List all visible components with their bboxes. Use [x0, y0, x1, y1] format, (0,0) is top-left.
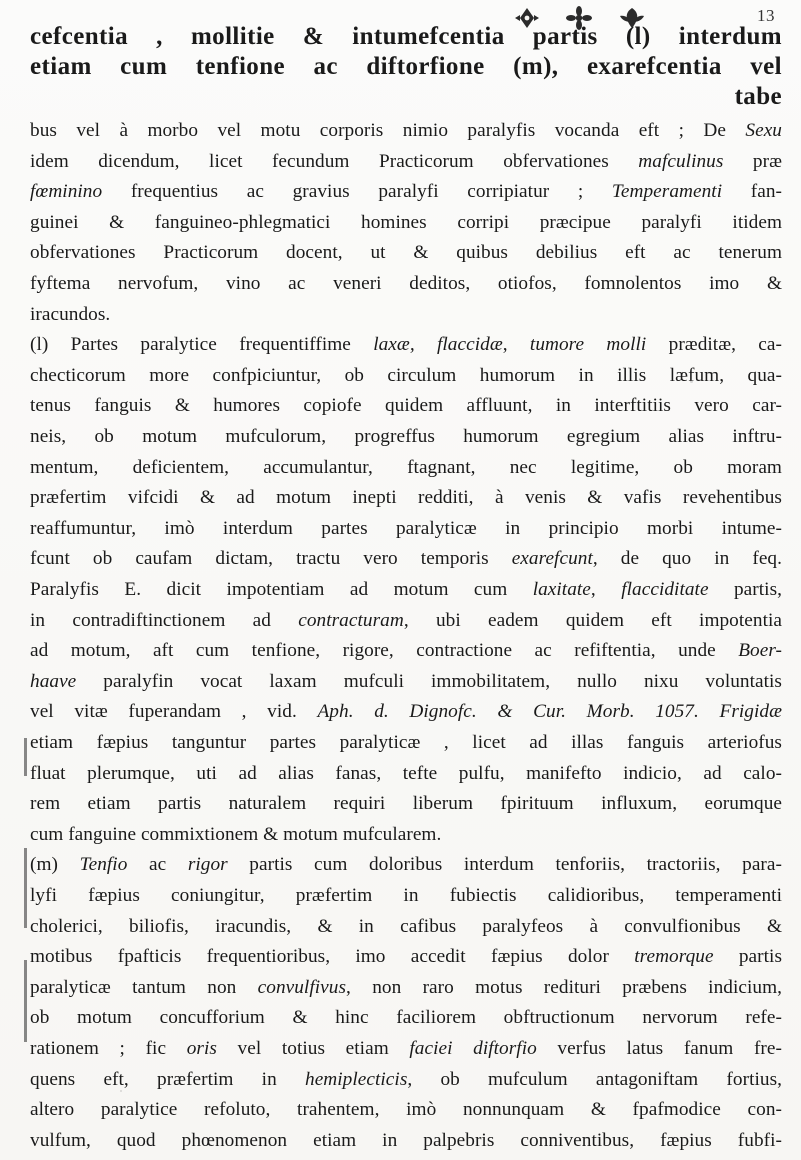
text-run: etiam fæpius tanguntur partes paralyticæ , licet ad illas fanguis arteriofus — [30, 732, 782, 753]
text-line-14 — [30, 424, 782, 449]
text-line-15 — [30, 455, 782, 480]
text-run: quens eft, præfertim in — [30, 1068, 305, 1090]
text-run: cholerici, biliofis, iracundis, & in cafibus paralyfeos à convulfionibus & — [30, 915, 782, 937]
text-line-3 — [30, 84, 782, 109]
text-run: , non raro motus redituri præbens indicium, — [346, 976, 782, 998]
text-line-34 — [30, 1036, 782, 1061]
text-run: cefcentia , mollitie & intumefcentia partis (l) interdum — [30, 23, 782, 50]
italic-term: tremorque — [634, 946, 714, 968]
italic-term: laxitate — [532, 579, 591, 600]
text-line-32 — [30, 975, 782, 1000]
text-run: præditæ, ca- — [646, 334, 782, 356]
text-run: vel totius etiam — [216, 1038, 410, 1059]
italic-term: exarefcunt — [511, 548, 593, 570]
italic-term: flacciditate — [621, 579, 709, 600]
text-run: checticorum more confpiciuntur, ob circulum humorum in illis læfum, qua- — [30, 364, 782, 386]
text-run: paralyticæ tantum non — [30, 976, 258, 998]
text-line-17 — [30, 516, 782, 541]
text-run: vulfum, quod phœnomenon etiam in palpebris conniventibus, fæpius fubfi- — [30, 1129, 782, 1151]
text-run: cum fanguine commixtionem & motum mufcularem. — [30, 823, 442, 845]
text-line-22 — [30, 669, 782, 694]
text-run: fluat plerumque, uti ad alias fanas, tefte pulfu, manifefto indicio, ad calo- — [30, 762, 782, 784]
text-line-11 — [30, 332, 782, 357]
text-run: reaffumuntur, imò interdum partes paralyticæ in principio morbi intume- — [30, 517, 782, 539]
text-run: , ob mufculum antagoniftam fortius, — [407, 1068, 782, 1090]
paper-speck — [690, 380, 693, 383]
text-run: neis, ob motum mufculorum, progreffus humorum egregium alias inftru- — [30, 426, 782, 447]
text-run: mentum, deficientem, accumulantur, ftagnant, nec legitime, ob moram — [30, 456, 782, 478]
text-line-29 — [30, 883, 782, 908]
text-line-25 — [30, 761, 782, 786]
italic-term: Frigidæ — [719, 701, 783, 723]
text-line-20 — [30, 608, 782, 633]
italic-term: haave — [30, 670, 77, 692]
text-run: vel vitæ fuperandam , vid. — [30, 701, 318, 723]
text-line-16 — [30, 485, 782, 510]
text-line-1 — [30, 24, 782, 49]
italic-term: faciei diftorfio — [409, 1038, 537, 1059]
text-line-7 — [30, 210, 782, 235]
text-line-36 — [30, 1097, 782, 1122]
text-run: guinei & fanguineo-phlegmatici homines corripi præcipue paralyfi itidem — [30, 211, 782, 233]
text-line-19 — [30, 577, 782, 602]
text-run: rationem ; fic — [30, 1038, 187, 1059]
text-line-13 — [30, 393, 782, 418]
text-line-23 — [30, 699, 782, 724]
text-line-21 — [30, 638, 782, 663]
text-run: fyftema nervofum, vino ac veneri deditos, otiofos, fomnolentos imo & — [30, 273, 782, 294]
italic-term: tumore molli — [529, 334, 647, 356]
text-run: , — [502, 334, 530, 356]
italic-term: Temperamenti — [611, 181, 723, 203]
italic-term: contracturam — [298, 609, 404, 631]
italic-term: Boer- — [738, 640, 782, 662]
text-line-12 — [30, 363, 782, 388]
text-run: fcunt ob caufam dictam, tractu vero temporis — [30, 548, 512, 570]
text-run: , de quo in feq. — [592, 548, 782, 570]
text-line-30 — [30, 914, 782, 939]
margin-mark — [24, 738, 27, 776]
text-line-6 — [30, 179, 782, 204]
text-run: altero paralytice refoluto, trahentem, imò nonnunquam & fpafmodice con- — [30, 1099, 782, 1121]
text-run: (l) Partes paralytice frequentiffime — [30, 334, 374, 356]
text-line-27 — [30, 822, 782, 847]
text-run: ac — [127, 854, 188, 876]
page-number: 13 — [757, 6, 775, 25]
text-line-31 — [30, 944, 782, 969]
text-run: partis cum doloribus interdum tenforiis, tractoriis, para- — [227, 854, 782, 876]
text-run: obfervationes Practicorum docent, ut & quibus debilius eft ac tenerum — [30, 242, 782, 264]
text-line-18 — [30, 546, 782, 571]
text-run: in contradiftinctionem ad — [30, 609, 299, 631]
text-run: idem dicendum, licet fecundum Practicorum obfervationes — [30, 150, 639, 172]
text-run: bus vel à morbo vel motu corporis nimio paralyfis vocanda eft ; De — [30, 120, 746, 141]
text-run: paralyfin vocat laxam mufculi immobilitatem, nullo nixu voluntatis — [76, 670, 782, 692]
margin-mark — [24, 960, 27, 1042]
italic-term: Tenfio — [79, 854, 128, 876]
text-line-2 — [30, 54, 782, 79]
text-run: lyfi fæpius coniungitur, præfertim in fubiectis calidioribus, temperamenti — [30, 885, 782, 906]
paper-speck — [120, 1090, 122, 1092]
italic-term: oris — [186, 1038, 217, 1059]
text-run: præfertim vifcidi & ad motum inepti redditi, à venis & vafis revehentibus — [30, 487, 782, 509]
text-line-10 — [30, 302, 782, 327]
text-run: ob motum concufforium & hinc faciliorem obftructionum nervorum refe- — [30, 1007, 782, 1029]
italic-term: mafculinus — [638, 150, 724, 172]
text-run: frequentius ac gravius paralyfi corripiatur ; — [102, 181, 612, 203]
text-run: (m) — [30, 854, 80, 876]
text-run: motibus fpafticis frequentioribus, imo accedit fæpius dolor — [30, 946, 635, 968]
text-run: , — [590, 579, 622, 600]
text-line-26 — [30, 791, 782, 816]
text-run: iracundos. — [30, 303, 111, 325]
text-run: etiam cum tenfione ac diftorfione (m), exarefcentia vel — [30, 53, 782, 80]
text-run — [699, 701, 720, 722]
italic-term: Sexu — [745, 120, 782, 141]
italic-term: fœminino — [30, 181, 103, 203]
text-line-28 — [30, 852, 782, 877]
text-line-5 — [30, 149, 782, 174]
text-run: tabe — [734, 83, 782, 110]
text-run: , ubi eadem quidem eft impotentia — [403, 609, 782, 631]
text-run: ad motum, aft cum tenfione, rigore, contractione ac refiftentia, unde — [30, 640, 739, 662]
text-run: partis, — [708, 579, 782, 600]
text-line-37 — [30, 1128, 782, 1153]
italic-term: convulfivus — [257, 976, 347, 998]
text-run: fan- — [722, 181, 782, 203]
italic-term: hemiplecticis — [305, 1068, 408, 1090]
text-line-33 — [30, 1005, 782, 1030]
text-run: partis — [713, 946, 782, 968]
text-line-9 — [30, 271, 782, 296]
text-run: verfus latus fanum fre- — [536, 1038, 782, 1059]
text-line-35 — [30, 1067, 782, 1092]
text-line-8 — [30, 240, 782, 265]
text-run: rem etiam partis naturalem requiri liberum fpirituum influxum, eorumque — [30, 793, 782, 815]
text-run: Paralyfis E. dicit impotentiam ad motum cum — [30, 579, 533, 600]
text-run: præ — [723, 150, 782, 172]
text-line-24 — [30, 730, 782, 755]
text-run: tenus fanguis & humores copiofe quidem affluunt, in interftitiis vero car- — [30, 395, 782, 417]
text-line-4 — [30, 118, 782, 143]
italic-term: rigor — [187, 854, 228, 876]
italic-term: laxæ, flaccidæ — [373, 334, 503, 356]
margin-mark — [24, 848, 27, 928]
italic-term: Aph. d. Dignofc. & Cur. Morb. 1057. — [317, 701, 699, 723]
